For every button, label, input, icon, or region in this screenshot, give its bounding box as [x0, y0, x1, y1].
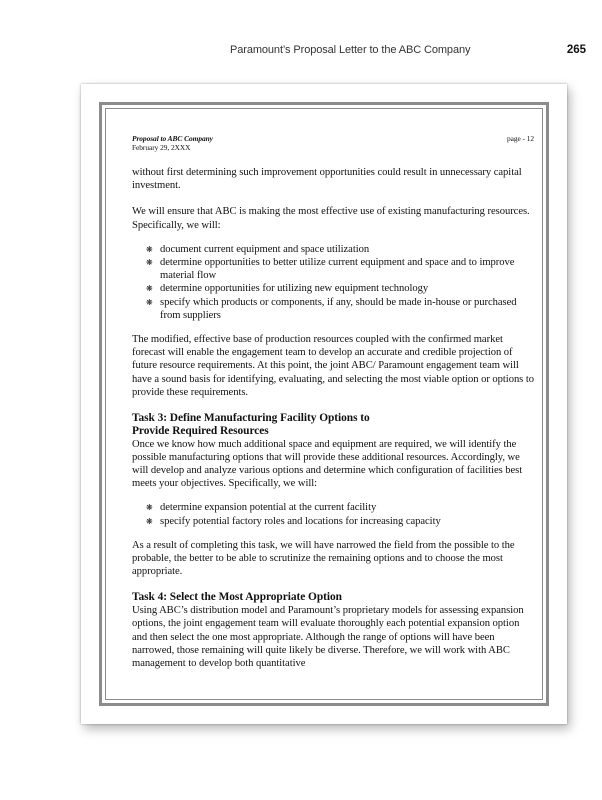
- bullet-list-2: [132, 501, 534, 527]
- document-page: [81, 84, 567, 724]
- task-4-heading: Task 4: Select the Most Appropriate Option: [132, 591, 342, 604]
- list-item: ❋ determine opportunities for utilizing new equipment technology: [146, 283, 429, 295]
- bullet-list-1: [132, 243, 534, 322]
- bullet-icon: ❋: [146, 297, 153, 307]
- bullet-icon: ❋: [146, 503, 153, 513]
- bullet-icon: ❋: [146, 258, 153, 268]
- paragraph-1: without first determining such improvement opportunities could result in unnecessary capital investment.: [132, 167, 522, 192]
- header-page-label: page - 12: [506, 134, 534, 143]
- list-item: ❋ determine expansion potential at the current facility: [146, 502, 377, 514]
- task-3-heading: Task 3: Define Manufacturing Facility Options to Provide Required Resources: [132, 412, 370, 437]
- paragraph-6: Using ABC’s distribution model and Paramount’s proprietary models for assessing expansion options, the joint engagement team will evaluate thoroughly each potential expansion option and then select the one most appropriate. Although the range of options will have been narrowed, those remaining will quite likely be diverse. Therefore, we will work with ABC management to develop both quantitative: [132, 605, 524, 670]
- bullet-icon: ❋: [146, 244, 153, 254]
- list-item: ❋ specify which products or components, if any, should be made in-house or purchased from suppliers: [146, 296, 517, 321]
- bullet-icon: ❋: [146, 516, 153, 526]
- list-item: ❋ determine opportunities to better utilize current equipment and space and to improve material flow: [146, 257, 515, 282]
- header-company: Proposal to ABC Company: [132, 134, 213, 143]
- list-item: ❋ specify potential factory roles and locations for increasing capacity: [146, 515, 441, 527]
- paragraph-2: We will ensure that ABC is making the most effective use of existing manufacturing resources. Specifically, we will:: [132, 206, 530, 231]
- paragraph-5: As a result of completing this task, we will have narrowed the field from the possible to the probable, the better to be able to scrutinize the remaining options and to choose the most appropriate.: [132, 539, 515, 578]
- paragraph-4: Once we know how much additional space and equipment are required, we will identify the possible manufacturing options that will provide these additional resources. Accordingly, we will develop and analyze various options and determine which configuration of facilities best meets your objectives. Specifically, we will:: [132, 438, 523, 490]
- running-head-title: Paramount’s Proposal Letter to the ABC Company: [230, 44, 471, 56]
- running-head: [0, 44, 602, 60]
- document-content: [132, 134, 534, 683]
- paragraph-3: The modified, effective base of production resources coupled with the confirmed market forecast will enable the engagement team to develop an accurate and credible projection of future resource requirements. At this point, the joint ABC/ Paramount engagement team will have a sound basis for identifying, evaluating, and selecting the most viable option or options to provide these requirements.: [132, 334, 534, 398]
- bullet-icon: ❋: [146, 284, 153, 294]
- document-header: [132, 134, 534, 156]
- book-page-number: 265: [566, 44, 586, 56]
- list-item: ❋ document current equipment and space utilization: [146, 243, 370, 255]
- header-date: February 29, 2XXX: [132, 143, 191, 152]
